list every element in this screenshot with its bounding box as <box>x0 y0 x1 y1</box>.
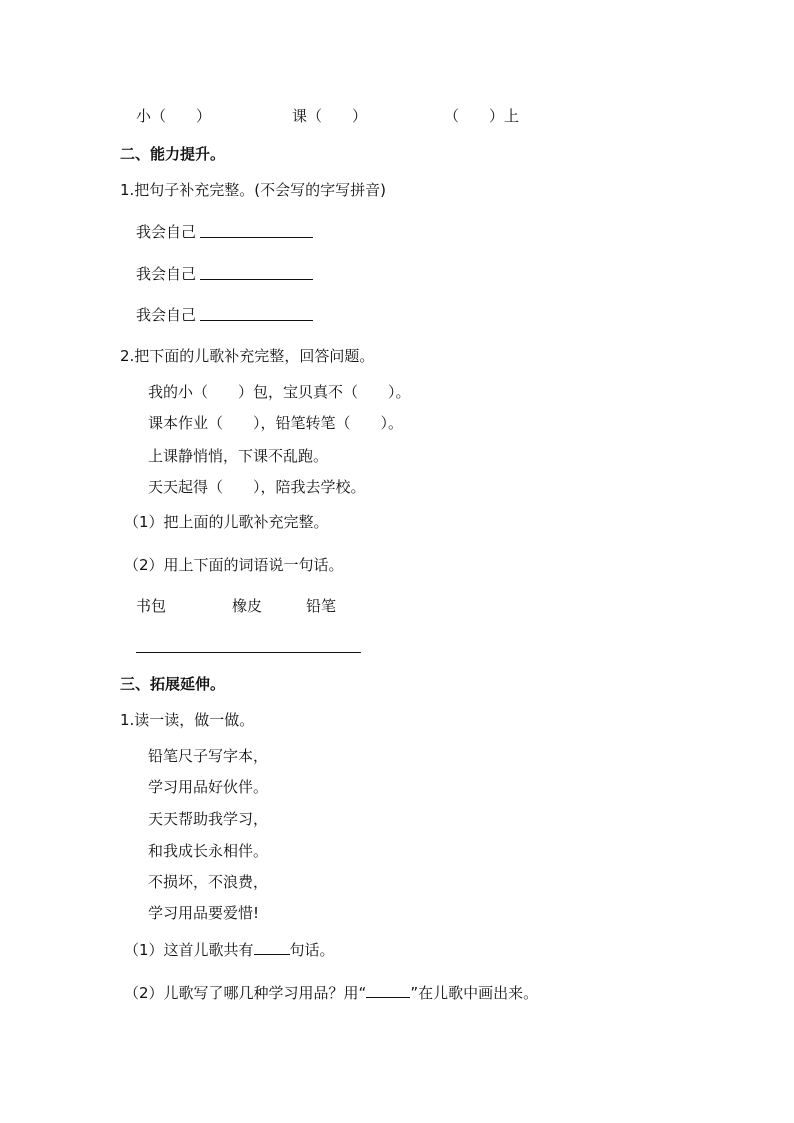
question-2-2-prompt: 2.把下面的儿歌补充完整，回答问题。 <box>120 347 375 365</box>
sub-question-2: （2）用上下面的词语说一句话。 <box>124 556 344 574</box>
sentence-line-3: 我会自己 <box>136 306 197 324</box>
sub-question-1: （1）把上面的儿歌补充完整。 <box>124 513 329 531</box>
poem-line: 天天起得（ ），陪我去学校。 <box>148 478 366 496</box>
poem-line: 不损坏，不浪费， <box>148 873 269 891</box>
poem-line: 和我成长永相伴。 <box>148 842 269 860</box>
sentence-line-1: 我会自己 <box>136 223 197 241</box>
sub-question-3-2-before: （2）儿歌写了哪几种学习用品？用“ <box>124 984 367 1002</box>
sentence-line-2: 我会自己 <box>136 265 197 283</box>
answer-blank-3[interactable] <box>200 320 313 321</box>
answer-blank-2[interactable] <box>200 279 313 280</box>
answer-blank-1[interactable] <box>200 237 313 238</box>
poem-line: 课本作业（ ），铅笔转笔（ ）。 <box>148 414 404 432</box>
sentence-answer-line[interactable] <box>136 652 361 653</box>
poem-line: 我的小（ ）包，宝贝真不（ ）。 <box>148 383 411 401</box>
sub-question-3-1-before: （1）这首儿歌共有 <box>124 941 254 959</box>
question-2-1-prompt: 1.把句子补充完整。(不会写的字写拼音) <box>120 181 387 199</box>
fill-item-1: 小（ ） <box>136 107 212 125</box>
sub-question-3-2-after: ”在儿歌中画出来。 <box>410 984 539 1002</box>
poem-line: 铅笔尺子写字本， <box>148 747 269 765</box>
fill-item-3: （ ）上 <box>444 107 520 125</box>
word-qianbi: 铅笔 <box>306 597 337 615</box>
section-2-title: 二、能力提升。 <box>120 145 226 163</box>
poem-line: 上课静悄悄，下课不乱跑。 <box>148 447 329 465</box>
sentence-count-blank[interactable] <box>254 940 290 955</box>
word-xiangpi: 橡皮 <box>232 597 263 615</box>
poem-line: 天天帮助我学习， <box>148 810 269 828</box>
fill-item-2: 课（ ） <box>292 107 368 125</box>
question-3-1-prompt: 1.读一读，做一做。 <box>120 711 255 729</box>
section-3-title: 三、拓展延伸。 <box>120 675 226 693</box>
sub-question-3-1 <box>124 940 335 960</box>
sub-question-3-1-after: 句话。 <box>289 941 335 959</box>
sub-question-3-2 <box>124 983 538 1003</box>
word-shubao: 书包 <box>136 597 167 615</box>
poem-line: 学习用品好伙伴。 <box>148 778 269 796</box>
underline-sample <box>366 983 410 998</box>
poem-line: 学习用品要爱惜! <box>148 904 260 922</box>
